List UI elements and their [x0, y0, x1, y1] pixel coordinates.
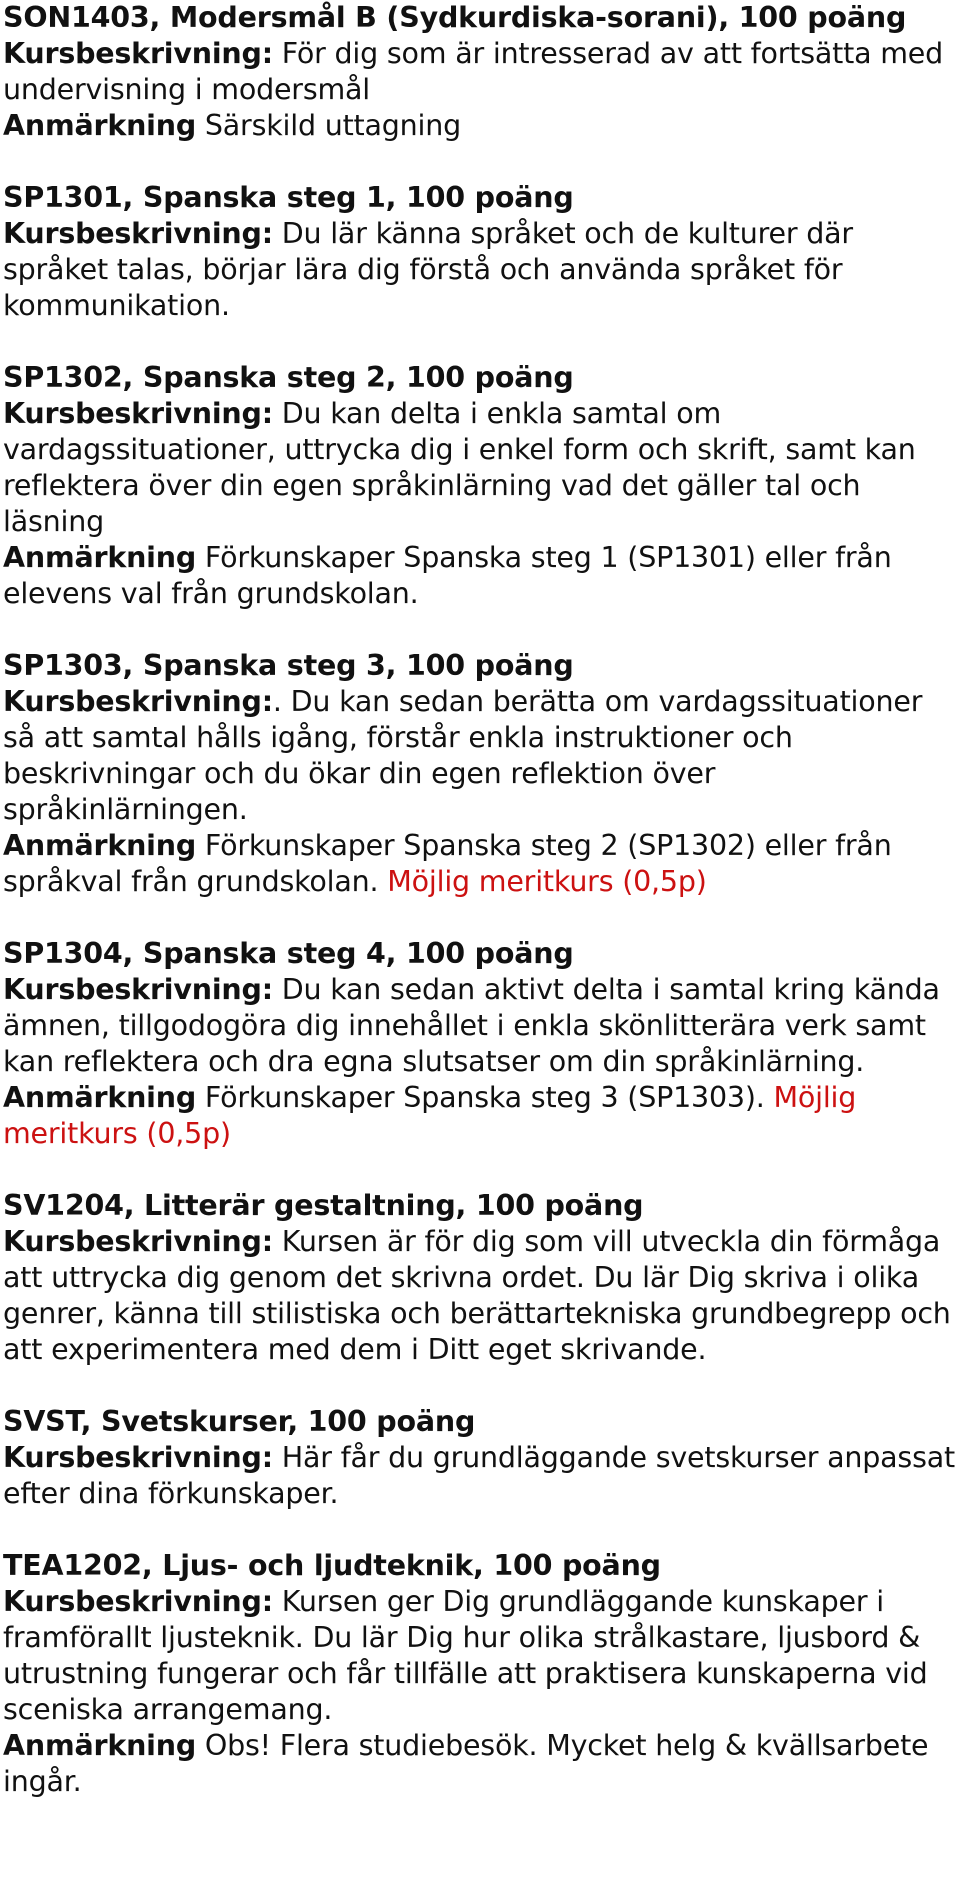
course-description — [3, 216, 958, 324]
note-text: Obs! Flera studiebesök. Mycket helg & kvällsarbete ingår. — [3, 1729, 929, 1798]
note-text: Förkunskaper Spanska steg 3 (SP1303). — [196, 1081, 774, 1114]
note-text: Förkunskaper Spanska steg 2 (SP1302) eller från språkval från grundskolan. — [3, 829, 892, 898]
note-label: Anmärkning — [3, 829, 197, 862]
note-text: Särskild uttagning — [196, 109, 462, 142]
course-entry — [3, 648, 958, 900]
course-title: SP1302, Spanska steg 2, 100 poäng — [3, 361, 574, 394]
course-description — [3, 1224, 958, 1368]
description-text: Kursen ger Dig grundläggande kunskaper i framförallt ljusteknik. Du lär Dig hur olika strålkastare, ljusbord & utrustning fungerar och får tillfälle att praktisera kunskaperna vid sceniska arrangemang. — [3, 1585, 928, 1726]
description-text: För dig som är intresserad av att fortsätta med undervisning i modersmål — [3, 37, 943, 106]
description-label: Kursbeskrivning: — [3, 1225, 273, 1258]
note-label: Anmärkning — [3, 109, 197, 142]
description-text: Kursen är för dig som vill utveckla din förmåga att uttrycka dig genom det skrivna ordet. Du lär Dig skriva i olika genrer, känna till stilistiska och berättartekniska grundbegrepp och att experimentera med dem i Ditt eget skrivande. — [3, 1225, 951, 1366]
course-note — [3, 108, 958, 144]
description-text: Du kan delta i enkla samtal om vardagssituationer, uttrycka dig i enkel form och skrift, samt kan reflektera över din egen språkinlärning vad det gäller tal och läsning — [3, 397, 916, 538]
course-note — [3, 1080, 958, 1152]
merit-course-highlight: Möjlig meritkurs (0,5p) — [387, 865, 707, 898]
course-title: SON1403, Modersmål B (Sydkurdiska-sorani), 100 poäng — [3, 1, 907, 34]
description-text: Du lär känna språket och de kulturer där språket talas, börjar lära dig förstå och använda språket för kommunikation. — [3, 217, 853, 322]
course-note — [3, 828, 958, 900]
course-description — [3, 972, 958, 1080]
note-label: Anmärkning — [3, 1729, 197, 1762]
description-label: Kursbeskrivning: — [3, 37, 273, 70]
description-label: Kursbeskrivning: — [3, 217, 273, 250]
course-title: SVST, Svetskurser, 100 poäng — [3, 1405, 476, 1438]
course-entry — [3, 936, 958, 1152]
merit-course-highlight: Möjlig meritkurs (0,5p) — [3, 1081, 857, 1150]
course-title: SP1301, Spanska steg 1, 100 poäng — [3, 181, 574, 214]
course-description — [3, 684, 958, 828]
course-description — [3, 396, 958, 540]
course-entry — [3, 180, 958, 324]
description-text: Du kan sedan aktivt delta i samtal kring kända ämnen, tillgodogöra dig innehållet i enkla skönlitterära verk samt kan reflektera och dra egna slutsatser om din språkinlärning. — [3, 973, 940, 1078]
description-text: . Du kan sedan berätta om vardagssituationer så att samtal hålls igång, förstår enkla instruktioner och beskrivningar och du ökar din egen reflektion över språkinlärningen. — [3, 685, 923, 826]
description-label: Kursbeskrivning: — [3, 685, 273, 718]
course-title: SP1303, Spanska steg 3, 100 poäng — [3, 649, 574, 682]
course-description — [3, 1440, 958, 1512]
description-text: Här får du grundläggande svetskurser anpassat efter dina förkunskaper. — [3, 1441, 955, 1510]
description-label: Kursbeskrivning: — [3, 1441, 273, 1474]
note-label: Anmärkning — [3, 1081, 197, 1114]
description-label: Kursbeskrivning: — [3, 973, 273, 1006]
course-entry — [3, 0, 958, 144]
note-label: Anmärkning — [3, 541, 197, 574]
course-entry — [3, 1404, 958, 1512]
course-note — [3, 1728, 958, 1800]
course-description — [3, 36, 958, 108]
course-note — [3, 540, 958, 612]
course-entry — [3, 1188, 958, 1368]
course-title: TEA1202, Ljus- och ljudteknik, 100 poäng — [3, 1549, 661, 1582]
description-label: Kursbeskrivning: — [3, 1585, 273, 1618]
course-entry — [3, 1548, 958, 1800]
course-title: SP1304, Spanska steg 4, 100 poäng — [3, 937, 574, 970]
note-text: Förkunskaper Spanska steg 1 (SP1301) eller från elevens val från grundskolan. — [3, 541, 892, 610]
course-catalog-page — [3, 0, 958, 1800]
course-entry — [3, 360, 958, 612]
course-description — [3, 1584, 958, 1728]
course-title: SV1204, Litterär gestaltning, 100 poäng — [3, 1189, 644, 1222]
description-label: Kursbeskrivning: — [3, 397, 273, 430]
